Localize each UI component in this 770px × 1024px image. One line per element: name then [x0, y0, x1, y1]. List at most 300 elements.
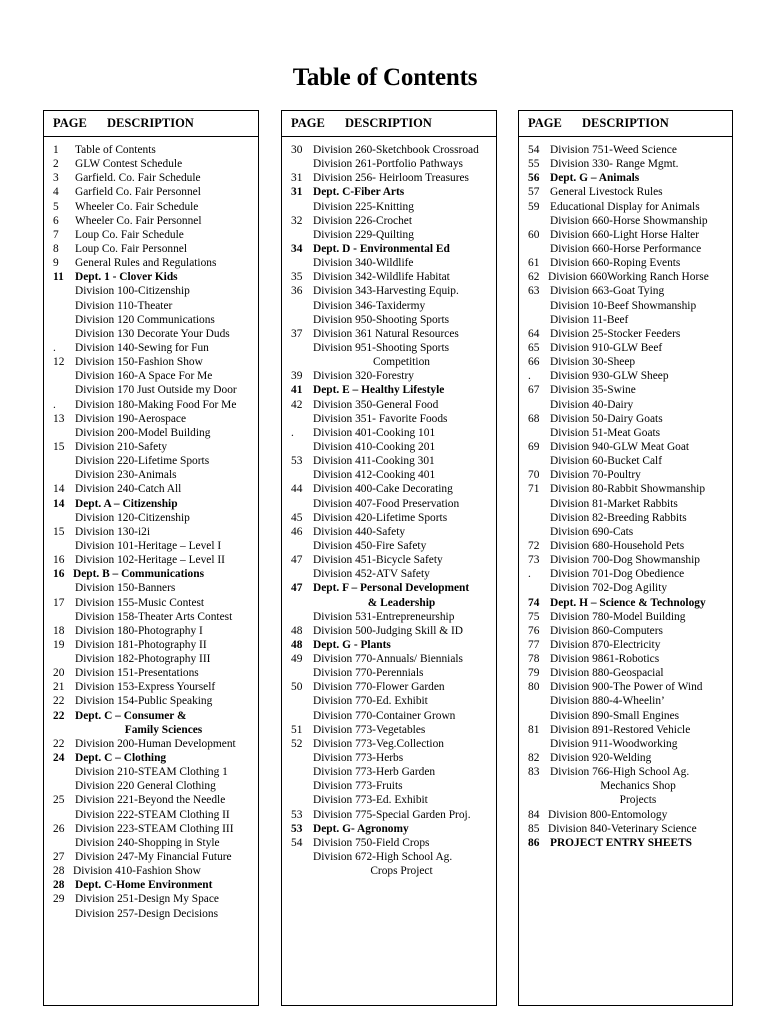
toc-entry [519, 143, 732, 157]
entry-description: Division 70-Poultry [550, 469, 641, 482]
toc-entry [519, 327, 732, 341]
entry-description: Division 410-Cooking 201 [313, 440, 436, 453]
toc-entry [44, 596, 258, 610]
toc-entry [282, 341, 496, 355]
toc-entry [44, 482, 258, 496]
toc-entry [282, 850, 496, 864]
entry-description: Division 412-Cooking 401 [313, 469, 436, 482]
toc-entry [282, 383, 496, 397]
entry-description: Division 770-Ed. Exhibit [313, 695, 428, 708]
entry-description: Garfield. Co. Fair Schedule [75, 172, 201, 185]
toc-entry [282, 228, 496, 242]
page-number: 34 [291, 242, 303, 255]
page-number: 25 [53, 794, 65, 807]
entry-description: Division 690-Cats [550, 525, 634, 538]
entry-description: Dept. F – Personal Development [313, 582, 470, 595]
page-number: 1 [53, 144, 59, 156]
entry-description: Loup Co. Fair Personnel [75, 242, 187, 255]
page-number: 51 [291, 723, 303, 736]
toc-entry [44, 200, 258, 214]
entry-description: Division 140-Sewing for Fun [75, 341, 209, 354]
entry-description: Division 800-Entomology [548, 808, 668, 821]
entry-description: Dept. C – Clothing [75, 752, 167, 765]
entry-description: Division 900-The Power of Wind [550, 681, 703, 694]
entry-description: Division 120 Communications [75, 313, 215, 326]
entry-description: Division 531-Entrepreneurship [313, 610, 455, 623]
toc-entry [282, 426, 496, 440]
entry-description: Projects [619, 794, 657, 807]
page-number: 85 [528, 822, 540, 835]
page-number: 49 [291, 653, 303, 666]
toc-entry [44, 581, 258, 595]
page-number: . [53, 398, 56, 411]
page-number: 15 [53, 440, 65, 453]
page-number: 76 [528, 624, 540, 637]
toc-entry [282, 270, 496, 284]
entry-description: Division 770-Annuals/ Biennials [313, 653, 463, 666]
toc-entry [44, 525, 258, 539]
toc-entries [282, 137, 496, 878]
page-number: 52 [291, 737, 303, 750]
toc-entry [282, 652, 496, 666]
entry-description: Division 770-Flower Garden [313, 681, 445, 694]
toc-entry [44, 624, 258, 638]
entry-description: Garfield Co. Fair Personnel [75, 186, 201, 199]
entry-description: Division 240-Shopping in Style [75, 836, 220, 849]
toc-entry [44, 610, 258, 624]
entry-description: Division 130 Decorate Your Duds [75, 327, 230, 340]
entry-description: Division 940-GLW Meat Goat [550, 440, 690, 453]
entry-description: Dept. C-Fiber Arts [313, 186, 405, 199]
toc-entry [44, 723, 258, 737]
toc-entry [44, 553, 258, 567]
entry-description: Division 150-Fashion Show [75, 356, 203, 369]
toc-entry [282, 157, 496, 171]
toc-entry [44, 652, 258, 666]
column-header [44, 111, 258, 137]
toc-entry [44, 497, 258, 511]
page-number: 83 [528, 766, 540, 779]
toc-entry [282, 596, 496, 610]
entry-description: Division 911-Woodworking [550, 737, 678, 750]
toc-entry [282, 709, 496, 723]
entry-description: Division 320-Forestry [313, 370, 414, 383]
entry-description: Division 190-Aerospace [75, 412, 187, 425]
entry-description: Division 840-Veterinary Science [548, 822, 697, 835]
toc-entry [282, 864, 496, 878]
entry-description: Division 260-Sketchbook Crossroad [313, 144, 479, 156]
toc-entry [519, 822, 732, 836]
entry-description: Crops Project [370, 865, 433, 878]
entry-description: Division 102-Heritage – Level II [75, 554, 225, 567]
toc-entry [519, 723, 732, 737]
toc-entry [519, 694, 732, 708]
toc-entry [282, 482, 496, 496]
toc-entry [519, 497, 732, 511]
description-header-label: DESCRIPTION [107, 116, 194, 130]
toc-entry [44, 440, 258, 454]
toc-entry [282, 680, 496, 694]
page-number: 31 [291, 172, 303, 185]
toc-entry [519, 157, 732, 171]
page-number: 17 [53, 596, 65, 609]
entry-description: Division 50-Dairy Goats [550, 412, 663, 425]
toc-entry [44, 822, 258, 836]
entry-description: Division 256- Heirloom Treasures [313, 172, 469, 185]
entry-description: Division 80-Rabbit Showmanship [550, 483, 706, 496]
entry-description: Division 440-Safety [313, 525, 406, 538]
page-number: 39 [291, 370, 303, 383]
toc-entry [519, 638, 732, 652]
toc-entry [519, 228, 732, 242]
entry-description: Division 350-General Food [313, 398, 439, 411]
toc-entry [282, 185, 496, 199]
entry-description: Division 25-Stocker Feeders [550, 327, 681, 340]
entry-description: Division 60-Bucket Calf [550, 455, 662, 468]
page-number: 3 [53, 172, 59, 185]
toc-entry [282, 200, 496, 214]
toc-entry [44, 143, 258, 157]
toc-entry [519, 666, 732, 680]
page-number: 78 [528, 653, 540, 666]
toc-entry [44, 313, 258, 327]
entry-description: Division 773-Ed. Exhibit [313, 794, 428, 807]
entry-description: Division 780-Model Building [550, 610, 686, 623]
toc-entry [44, 242, 258, 256]
entry-description: Division 180-Making Food For Me [75, 398, 237, 411]
toc-entry [282, 171, 496, 185]
toc-column-2 [281, 110, 497, 1006]
toc-entry [44, 327, 258, 341]
toc-entry [44, 850, 258, 864]
toc-entry [44, 709, 258, 723]
page-header-label: PAGE [53, 116, 87, 130]
entry-description: Division 420-Lifetime Sports [313, 511, 448, 524]
entry-description: Division 920-Welding [550, 752, 652, 765]
toc-entries [44, 137, 258, 921]
entry-description: Division 880-4-Wheelin’ [550, 695, 665, 708]
page-number: 53 [291, 455, 303, 468]
toc-entry [282, 468, 496, 482]
page-number: 14 [53, 483, 65, 496]
toc-entry [519, 511, 732, 525]
toc-entry [44, 808, 258, 822]
toc-entry [44, 892, 258, 906]
toc-entry [44, 341, 258, 355]
toc-entry [282, 581, 496, 595]
toc-entry [44, 256, 258, 270]
page-number: 81 [528, 723, 540, 736]
entry-description: Division 240-Catch All [75, 483, 182, 496]
entry-description: Division 82-Breeding Rabbits [550, 511, 687, 524]
toc-entry [519, 200, 732, 214]
page-number: 19 [53, 638, 65, 651]
toc-entry [44, 468, 258, 482]
toc-entry [44, 567, 258, 581]
toc-entry [519, 412, 732, 426]
entry-description: Division 680-Household Pets [550, 539, 685, 552]
entry-description: Family Sciences [124, 723, 203, 736]
toc-entry [282, 214, 496, 228]
column-header [282, 111, 496, 137]
entry-description: Division 770-Container Grown [313, 709, 456, 722]
page-number: 60 [528, 228, 540, 241]
toc-entry [44, 270, 258, 284]
entry-description: Division 660-Horse Showmanship [550, 214, 708, 227]
page-number: 28 [53, 865, 65, 878]
page-number: 26 [53, 822, 65, 835]
toc-entry [282, 143, 496, 157]
toc-entry [519, 398, 732, 412]
entry-description: Dept. E – Healthy Lifestyle [313, 384, 445, 397]
page-number: 63 [528, 285, 540, 298]
toc-entry [282, 723, 496, 737]
toc-entry [519, 596, 732, 610]
entry-description: Division 340-Wildlife [313, 257, 414, 270]
toc-entry [282, 369, 496, 383]
entry-description: Division 247-My Financial Future [75, 851, 232, 864]
entry-description: Division 407-Food Preservation [313, 497, 460, 510]
page-number: 79 [528, 667, 540, 680]
page-number: 24 [53, 752, 65, 765]
toc-entry [519, 581, 732, 595]
toc-column-1 [43, 110, 259, 1006]
toc-entry [519, 242, 732, 256]
toc-entry [519, 680, 732, 694]
entry-description: Dept. G - Plants [313, 638, 391, 651]
toc-entry [282, 836, 496, 850]
toc-entry [282, 539, 496, 553]
entry-description: GLW Contest Schedule [75, 158, 183, 171]
page-number: 47 [291, 554, 303, 567]
page-number: 22 [53, 695, 65, 708]
entry-description: Table of Contents [75, 144, 156, 156]
toc-entry [44, 864, 258, 878]
toc-entry [44, 454, 258, 468]
toc-entry [282, 284, 496, 298]
entry-description: Division 153-Express Yourself [75, 681, 216, 694]
entry-description: Division 411-Cooking 301 [313, 455, 435, 468]
entry-description: Division 222-STEAM Clothing II [75, 808, 230, 821]
page-number: 57 [528, 186, 540, 199]
entry-description: Division 160-A Space For Me [75, 370, 213, 383]
page-number: 18 [53, 624, 65, 637]
page-number: 9 [53, 257, 59, 270]
entry-description: Division 951-Shooting Sports [313, 341, 450, 354]
toc-entry [44, 680, 258, 694]
toc-entry [519, 539, 732, 553]
toc-entry [519, 171, 732, 185]
toc-entry [44, 228, 258, 242]
toc-entry [282, 567, 496, 581]
toc-entry [282, 779, 496, 793]
entry-description: Division 500-Judging Skill & ID [313, 624, 463, 637]
toc-entry [44, 666, 258, 680]
entry-description: Division 230-Animals [75, 469, 177, 482]
page-number: 64 [528, 327, 540, 340]
entry-description: Division 155-Music Contest [75, 596, 205, 609]
entry-description: Division 342-Wildlife Habitat [313, 271, 450, 284]
page-number: 53 [291, 822, 303, 835]
toc-entry [282, 694, 496, 708]
page-number: . [528, 568, 531, 581]
toc-entry [282, 624, 496, 638]
page-number: 54 [291, 836, 303, 849]
toc-entry [519, 369, 732, 383]
entry-description: Division 773-Veg.Collection [313, 737, 444, 750]
toc-entry [44, 765, 258, 779]
entry-description: Division 660-Roping Events [550, 257, 681, 270]
toc-entry [44, 355, 258, 369]
toc-entry [44, 284, 258, 298]
toc-entry [282, 412, 496, 426]
entry-description: Division 151-Presentations [75, 667, 199, 680]
toc-entry [519, 270, 732, 284]
entry-description: Division 229-Quilting [313, 228, 414, 241]
entry-description: Dept. D - Environmental Ed [313, 242, 450, 255]
toc-entry [519, 610, 732, 624]
page-number: 22 [53, 737, 65, 750]
entry-description: Division 702-Dog Agility [550, 582, 668, 595]
entry-description: Division 400-Cake Decorating [313, 483, 453, 496]
entry-description: Division 701-Dog Obedience [550, 568, 685, 581]
page-number: 53 [291, 808, 303, 821]
toc-entry [519, 779, 732, 793]
page-number: 16 [53, 568, 65, 581]
entry-description: General Rules and Regulations [75, 257, 217, 270]
page-header-label: PAGE [528, 116, 562, 130]
toc-entry [282, 327, 496, 341]
page-title: Table of Contents [292, 64, 478, 91]
page-number: 20 [53, 667, 65, 680]
entry-description: Competition [373, 356, 430, 369]
entry-description: Division 101-Heritage – Level I [75, 539, 222, 552]
page-number: 31 [291, 186, 303, 199]
entry-description: Division 672-High School Ag. [313, 851, 453, 864]
entry-description: PROJECT ENTRY SHEETS [550, 836, 693, 849]
toc-entry [282, 242, 496, 256]
entry-description: Division 158-Theater Arts Contest [75, 610, 233, 623]
page-number: 5 [53, 200, 59, 213]
entry-description: Division 660-Light Horse Halter [550, 228, 700, 241]
toc-entry [282, 525, 496, 539]
toc-entry [519, 709, 732, 723]
toc-entry [519, 468, 732, 482]
page-number: 69 [528, 440, 540, 453]
page-number: 30 [291, 144, 303, 156]
toc-entry [519, 214, 732, 228]
page-number: 74 [528, 596, 540, 609]
entry-description: General Livestock Rules [550, 186, 663, 199]
toc-entry [282, 751, 496, 765]
toc-entry [519, 185, 732, 199]
page-number: 48 [291, 638, 303, 651]
page-number: 21 [53, 681, 65, 694]
entry-description: Dept. G – Animals [550, 172, 640, 185]
page-number: 44 [291, 483, 303, 496]
toc-entry [282, 313, 496, 327]
entry-description: Division 343-Harvesting Equip. [313, 285, 459, 298]
toc-entry [44, 878, 258, 892]
toc-entry [44, 299, 258, 313]
toc-entry [282, 610, 496, 624]
entry-description: Division 120-Citizenship [75, 511, 190, 524]
entry-description: Dept. A – Citizenship [75, 497, 178, 510]
page-number: . [528, 370, 531, 383]
entry-description: Division 81-Market Rabbits [550, 497, 678, 510]
page-number: 27 [53, 851, 65, 864]
toc-entry [282, 822, 496, 836]
toc-entry [519, 793, 732, 807]
entry-description: Division 154-Public Speaking [75, 695, 213, 708]
entry-description: Division 220-Lifetime Sports [75, 455, 210, 468]
entry-description: Division 223-STEAM Clothing III [75, 822, 234, 835]
toc-entry [282, 793, 496, 807]
page-number: 50 [291, 681, 303, 694]
toc-entry [44, 694, 258, 708]
page-number: 66 [528, 356, 540, 369]
toc-entry [519, 525, 732, 539]
page-number: 15 [53, 525, 65, 538]
page-number: 73 [528, 554, 540, 567]
toc-entry [44, 793, 258, 807]
entry-description: Dept. H – Science & Technology [550, 596, 706, 609]
entry-description: Wheeler Co. Fair Personnel [75, 214, 202, 227]
page-number: 59 [528, 200, 540, 213]
toc-column-3 [518, 110, 733, 1006]
page-number: 48 [291, 624, 303, 637]
entry-description: Division 880-Geospacial [550, 667, 664, 680]
entry-description: Division 930-GLW Sheep [550, 370, 669, 383]
page-number: 7 [53, 228, 59, 241]
toc-entry [519, 652, 732, 666]
toc-entry [282, 511, 496, 525]
entry-description: Division 100-Citizenship [75, 285, 190, 298]
page-number: 14 [53, 497, 65, 510]
entry-description: Dept. G- Agronomy [313, 822, 409, 835]
page-number: 86 [528, 836, 540, 849]
entry-description: Division 410-Fashion Show [73, 865, 201, 878]
entry-description: Division 775-Special Garden Proj. [313, 808, 471, 821]
entry-description: Division 660Working Ranch Horse [548, 271, 709, 284]
toc-entry [282, 454, 496, 468]
page-number: 55 [528, 158, 540, 171]
entry-description: Division 770-Perennials [313, 667, 424, 680]
entry-description: Educational Display for Animals [550, 200, 700, 213]
toc-entry [282, 440, 496, 454]
entry-description: Division 257-Design Decisions [75, 907, 219, 920]
entry-description: Division 251-Design My Space [75, 893, 219, 906]
page-number: 61 [528, 257, 540, 270]
toc-entry [519, 284, 732, 298]
toc-entry [519, 567, 732, 581]
entry-description: Division 221-Beyond the Needle [75, 794, 226, 807]
entry-description: Division 210-Safety [75, 440, 168, 453]
page-number: 35 [291, 271, 303, 284]
entry-description: Division 773-Fruits [313, 780, 403, 793]
toc-entry [282, 737, 496, 751]
toc-entry [282, 256, 496, 270]
entry-description: Division 773-Vegetables [313, 723, 426, 736]
toc-entry [44, 779, 258, 793]
page-number: 65 [528, 341, 540, 354]
column-header [519, 111, 732, 137]
entry-description: Division 890-Small Engines [550, 709, 680, 722]
page-number: 70 [528, 469, 540, 482]
page-number: 12 [53, 356, 65, 369]
page-number: 41 [291, 384, 303, 397]
entry-description: Division 51-Meat Goats [550, 426, 661, 439]
